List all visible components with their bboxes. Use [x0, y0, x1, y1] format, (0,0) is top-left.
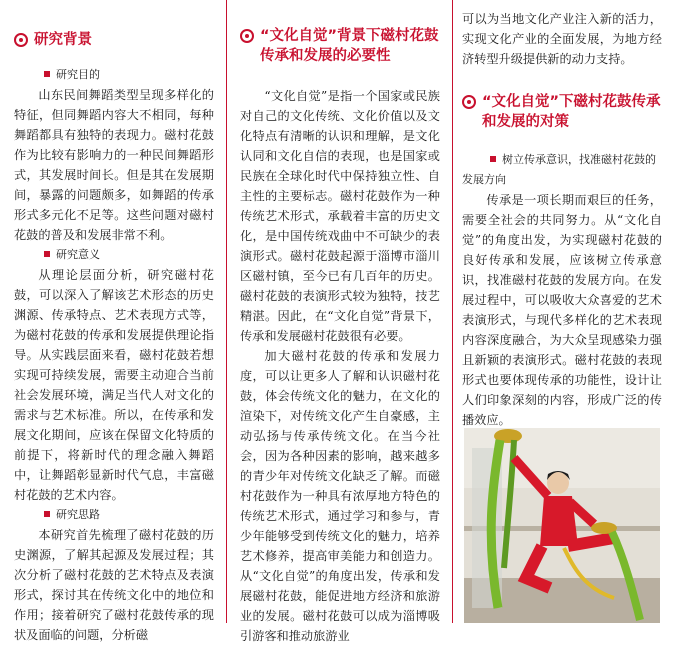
circle-bullet-icon — [240, 29, 254, 43]
circle-bullet-icon — [14, 33, 28, 47]
paragraph-cultural-awareness: “文化自觉”是指一个国家或民族对自己的文化传统、文化价值以及文化特点有清晰的认识和理解，是文化认同和文化自信的表现，也是国家或民族在全球化时代中保持独立性、自主性的主要标志。磁村花鼓作为一种传统艺术形式，承载着丰富的历史文化，是中国传统戏曲中不可缺少的表演形式。磁村花鼓起源于淄博市淄川区磁村镇，至今已有几百年的历史。磁村花鼓的表演形式较为独特，技艺精湛。因此，在“文化自觉”背景下，传承和发展磁村花鼓很有必要。 — [240, 89, 440, 343]
square-bullet-icon — [490, 156, 496, 162]
section-heading-background: 研究背景 — [14, 30, 214, 50]
subheading-inheritance: 树立传承意识，找准磁村花鼓的发展方向 — [462, 153, 656, 186]
column-2 — [240, 0, 440, 643]
column-divider — [452, 0, 453, 623]
paragraph-approach: 本研究首先梳理了磁村花鼓的历史渊源，了解其起源及发展过程；其次分析了磁村花鼓的艺术特点及表演形式，探讨其在传统文化中的地位和作用；接着研究了磁村花鼓传承的现状及面临的问题，分析磁 — [14, 528, 214, 642]
square-bullet-icon — [44, 71, 50, 77]
section-heading-strategies: “文化自觉”下磁村花鼓传承和发展的对策 — [462, 92, 662, 132]
column-1 — [14, 0, 214, 642]
paragraph-necessity: 加大磁村花鼓的传承和发展力度，可以让更多人了解和认识磁村花鼓，体会传统文化的魅力，在文化的渲染下，对传统文化产生自豪感，主动弘扬与传承传统文化。在当今社会，因为各种因素的影响，越来越多的青少年对传统文化缺乏了解。而磁村花鼓作为一种具有浓厚地方特色的传统艺术形式，通过学习和参与，青少年能够受到传统文化的魅力，培养艺术修养，提高审美能力和创造力。从“文化自觉”的角度出发，传承和发展磁村花鼓，能促进地方经济和旅游业的发展。磁村花鼓可以成为淄博吸引游客和推动旅游业 — [240, 349, 440, 643]
subheading-significance: 研究意义 — [14, 245, 214, 265]
square-bullet-icon — [44, 511, 50, 517]
dancer-leg-extended — [568, 538, 614, 546]
square-bullet-icon — [44, 251, 50, 257]
subheading-purpose: 研究目的 — [14, 65, 214, 85]
photo-drum-dancer — [464, 428, 660, 623]
column-divider — [226, 0, 227, 623]
paragraph-inheritance: 传承是一项长期而艰巨的任务，需要全社会的共同努力。从“文化自觉”的角度出发，为实现磁村花鼓的良好传承和发展，应该树立传承意识，找准磁村花鼓的发展方向。在发展过程中，可以吸收大众喜爱的艺术表演形式，与现代多样化的艺术表现内容深度融合，为大众呈现感染力强且新颖的表演形式。磁村花鼓的表现形式也要体现传承的功能性，设计让人们印象深刻的内容，形成广泛的传播效应。 — [462, 193, 662, 427]
paragraph-purpose: 山东民间舞蹈类型呈现多样化的特征，但同舞蹈内容大不相同，每种舞蹈都具有独特的表现力。磁村花鼓作为比较有影响力的一种民间舞蹈形式，其发展时间长。但是其在发展期间，暴露的问题颇多，如舞蹈的传承形式多元化不足等。这些问题对磁村花鼓的普及和发展非常不利。 — [14, 88, 214, 242]
paragraph-continued: 可以为当地文化产业注入新的活力，实现文化产业的全面发展，为地方经济转型升级提供新的动力支持。 — [462, 12, 662, 66]
subheading-approach: 研究思路 — [14, 505, 214, 525]
paragraph-significance: 从理论层面分析，研究磁村花鼓，可以深入了解该艺术形态的历史渊源、传承特点、艺术表现方式等，为磁村花鼓的传承和发展提供理论指导。从实践层面来看，磁村花鼓若想实现可持续发展，需要主动迎合当前社会发展环境，满足当代人对文化的需求与艺术标准。所以，在传承和发展文化期间，应该在保留文化特质的前提下，将新时代的理念融入舞蹈中，让舞蹈彰显新时代气息，丰富磁村花鼓的艺术内容。 — [14, 268, 214, 502]
column-3 — [462, 0, 662, 623]
section-heading-necessity: “文化自觉”背景下磁村花鼓传承和发展的必要性 — [240, 26, 440, 66]
circle-bullet-icon — [462, 95, 476, 109]
dancer-illustration — [464, 428, 660, 623]
